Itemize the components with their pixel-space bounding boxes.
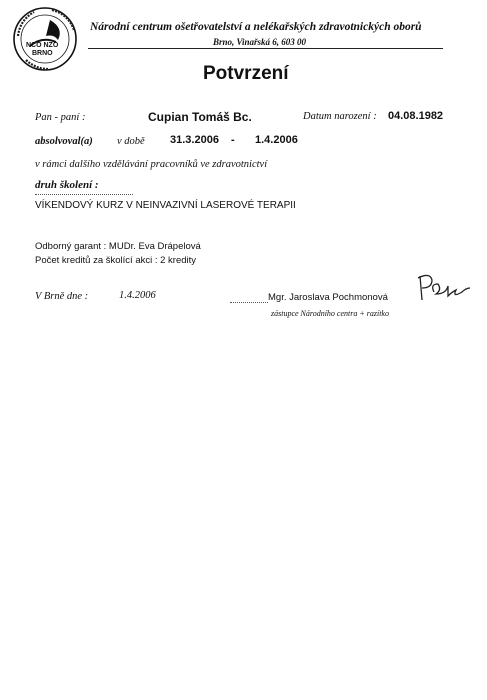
training-name: VÍKENDOVÝ KURZ V NEINVAZIVNÍ LASEROVÉ TERAPII [35,200,296,211]
signatory-name: Mgr. Jaroslava Pochmonová [268,292,388,303]
context-text: v rámci dalšího vzdělávání pracovníků ve zdravotnictví [35,159,268,170]
header-rule [88,48,443,49]
institution-name: Národní centrum ošetřovatelství a nelékařských zdravotnických oborů [90,21,422,33]
person-label: Pan - paní : [35,112,86,123]
page-title: Potvrzení [203,63,289,84]
person-name: Cupian Tomáš Bc. [148,110,252,124]
logo-text-line2: BRNO [32,50,53,57]
birth-date-label: Datum narození : [303,111,377,122]
period-to: 1.4.2006 [255,134,298,146]
credits-text: Počet kreditů za školící akci : 2 kredity [35,255,197,266]
absolvoval-label: absolvoval(a) [35,136,93,147]
institution-address: Brno, Vinařská 6, 603 00 [213,37,307,47]
handwritten-signature [412,268,474,308]
place-date-label: V Brně dne : [35,291,89,302]
period-from: 31.3.2006 [170,134,219,146]
birth-date: 04.08.1982 [388,110,444,122]
logo-text-line1: NCO NZO [26,42,59,49]
signature-dotted-rule [230,302,268,303]
period-v-dobe: v době [117,136,145,147]
issue-date: 1.4.2006 [119,290,156,301]
period-dash: - [231,134,235,146]
training-label: druh školení : [35,179,99,191]
guarantor-text: Odborný garant : MUDr. Eva Drápelová [35,241,201,252]
training-label-rule [35,194,133,195]
signatory-role: zástupce Národního centra + razítko [271,309,389,318]
ncozo-seal-logo [12,6,78,72]
